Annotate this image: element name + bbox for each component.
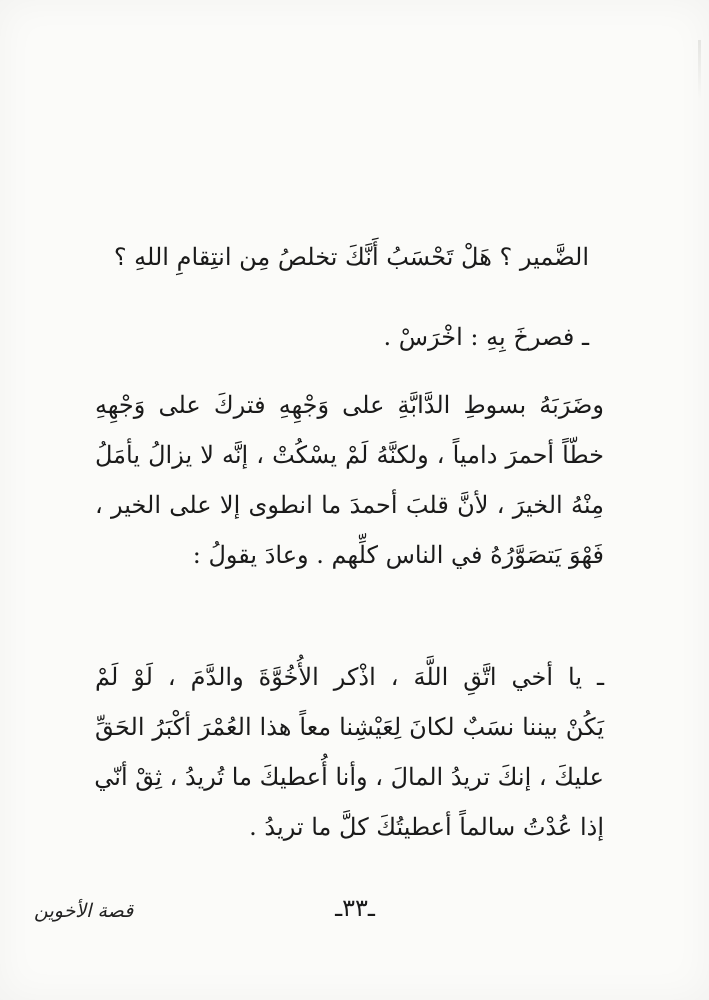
paragraph-4 <box>95 652 604 852</box>
text-line: ـ يا أخي اتَّقِ اللَّهَ ، اذْكر الأُخُوَّةَ والدَّمَ ، لَوْ لَمْ <box>95 663 604 691</box>
text-line: إذا عُدْتُ سالماً أعطيتُكَ كلَّ ما تريدُ . <box>249 813 604 841</box>
book-title: قصة الأخوين <box>34 900 134 922</box>
text-line: يَكُنْ بيننا نسَبٌ لكانَ لِعَيْشِنا معاً هذا العُمْرَ أكْبَرُ الحَقِّ <box>95 713 604 741</box>
text-line: مِنْهُ الخيرَ ، لأنَّ قلبَ أحمدَ ما انطوى إلا على الخير ، <box>95 491 604 519</box>
text-line: فَهْوَ يَتصَوَّرُهُ في الناس كلِّهم . وعادَ يقولُ : <box>192 541 604 569</box>
page-footer <box>0 890 709 930</box>
paragraph-2 <box>140 312 589 362</box>
text-line: خطّاً أحمرَ دامياً ، ولكنَّهُ لَمْ يسْكُتْ ، إنَّه لا يزالُ يأمَلُ <box>95 441 604 469</box>
paragraph-1 <box>113 232 589 282</box>
paragraph-3 <box>95 380 604 580</box>
page-number: ـ٣٣ـ <box>335 894 375 922</box>
text-line: ـ فصرخَ بِهِ : اخْرَسْ . <box>383 323 589 351</box>
text-line: الضَّمير ؟ هَلْ تَحْسَبُ أَنَّكَ تخلصُ مِن انتِقامِ اللهِ ؟ <box>113 243 589 271</box>
paper-mark <box>698 40 701 100</box>
text-line: وضَرَبَهُ بسوطِ الدَّابَّةِ على وَجْهِهِ فتركَ على وَجْهِهِ <box>95 391 604 419</box>
text-line: عليكَ ، إنكَ تريدُ المالَ ، وأنا أُعطيكَ ما تُريدُ ، ثِقْ أنّي <box>94 763 604 791</box>
